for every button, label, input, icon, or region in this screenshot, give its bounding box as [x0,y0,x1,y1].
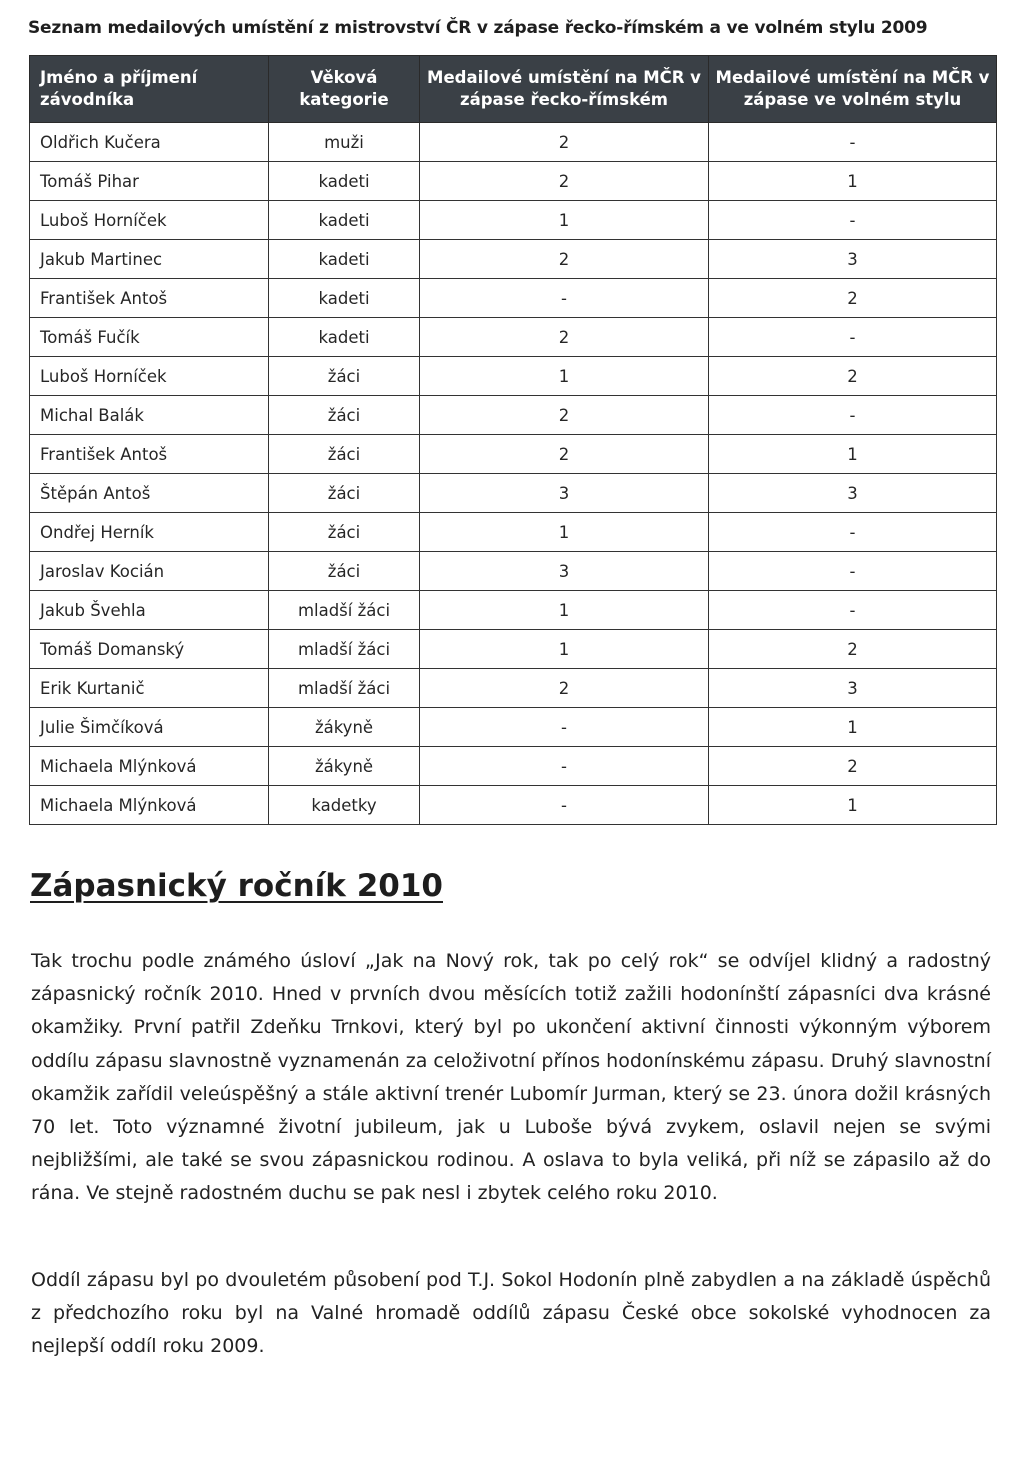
table-row [30,786,997,825]
cell-name: Tomáš Domanský [30,630,269,669]
cell-greco-roman: 1 [420,201,709,240]
cell-freestyle: 3 [709,240,997,279]
cell-greco-roman: 3 [420,474,709,513]
table-body [30,123,997,825]
header-category: Věková kategorie [269,56,420,123]
cell-freestyle: - [709,591,997,630]
table-row [30,396,997,435]
cell-name: Jakub Martinec [30,240,269,279]
cell-name: Tomáš Fučík [30,318,269,357]
table-row [30,123,997,162]
cell-category: kadeti [269,201,420,240]
cell-greco-roman: 2 [420,162,709,201]
cell-freestyle: 3 [709,669,997,708]
cell-name: Luboš Horníček [30,357,269,396]
cell-name: Oldřich Kučera [30,123,269,162]
cell-freestyle: - [709,318,997,357]
medal-table [29,55,997,825]
table-row [30,669,997,708]
cell-category: žáci [269,396,420,435]
cell-category: mladší žáci [269,630,420,669]
cell-category: žáci [269,435,420,474]
cell-category: žáci [269,552,420,591]
table-row [30,201,997,240]
cell-category: žákyně [269,747,420,786]
table-row [30,591,997,630]
table-row [30,513,997,552]
cell-greco-roman: 1 [420,591,709,630]
cell-category: mladší žáci [269,591,420,630]
table-row [30,552,997,591]
cell-greco-roman: 3 [420,552,709,591]
cell-category: žáci [269,357,420,396]
table-row [30,318,997,357]
cell-name: Ondřej Herník [30,513,269,552]
cell-greco-roman: 2 [420,123,709,162]
table-row [30,474,997,513]
cell-freestyle: 1 [709,162,997,201]
cell-freestyle: 1 [709,708,997,747]
cell-name: Štěpán Antoš [30,474,269,513]
table-row [30,708,997,747]
paragraph: Oddíl zápasu byl po dvouletém působení pod T.J. Sokol Hodonín plně zabydlen a na základě úspěchů z předchozího roku byl na Valné hromadě oddílů zápasu České obce sokolské vyhodnocen za nejlepší oddíl roku 2009. [31,1269,991,1358]
cell-greco-roman: - [420,747,709,786]
cell-name: Erik Kurtanič [30,669,269,708]
cell-greco-roman: - [420,279,709,318]
cell-name: Michal Balák [30,396,269,435]
cell-category: kadeti [269,318,420,357]
table-row [30,435,997,474]
cell-freestyle: - [709,201,997,240]
cell-category: žáci [269,474,420,513]
cell-category: mladší žáci [269,669,420,708]
section-heading: Zápasnický ročník 2010 [30,868,443,904]
header-freestyle: Medailové umístění na MČR v zápase ve volném stylu [709,56,997,123]
cell-freestyle: 2 [709,630,997,669]
cell-greco-roman: 1 [420,630,709,669]
cell-freestyle: - [709,513,997,552]
table-row [30,630,997,669]
table-row [30,747,997,786]
cell-greco-roman: 2 [420,396,709,435]
cell-greco-roman: - [420,708,709,747]
cell-category: kadeti [269,162,420,201]
cell-greco-roman: 1 [420,357,709,396]
cell-name: František Antoš [30,279,269,318]
table-row [30,279,997,318]
cell-name: Julie Šimčíková [30,708,269,747]
header-row [30,56,997,123]
cell-freestyle: 2 [709,357,997,396]
cell-greco-roman: 2 [420,669,709,708]
table-row [30,240,997,279]
cell-name: Tomáš Pihar [30,162,269,201]
header-greco-roman: Medailové umístění na MČR v zápase řecko-římském [420,56,709,123]
cell-greco-roman: 2 [420,240,709,279]
cell-freestyle: 1 [709,435,997,474]
cell-name: Jaroslav Kocián [30,552,269,591]
cell-freestyle: 3 [709,474,997,513]
cell-name: Michaela Mlýnková [30,786,269,825]
cell-name: František Antoš [30,435,269,474]
table-header [30,56,997,123]
header-name: Jméno a příjmení závodníka [30,56,269,123]
cell-category: kadeti [269,240,420,279]
table-caption: Seznam medailových umístění z mistrovství ČR v zápase řecko-římském a ve volném stylu 2009 [28,18,928,38]
cell-category: žákyně [269,708,420,747]
cell-category: muži [269,123,420,162]
cell-category: žáci [269,513,420,552]
cell-name: Luboš Horníček [30,201,269,240]
cell-freestyle: - [709,396,997,435]
cell-category: kadetky [269,786,420,825]
cell-greco-roman: 2 [420,435,709,474]
cell-freestyle: 1 [709,786,997,825]
cell-freestyle: - [709,552,997,591]
cell-freestyle: 2 [709,747,997,786]
cell-greco-roman: - [420,786,709,825]
cell-freestyle: - [709,123,997,162]
cell-greco-roman: 2 [420,318,709,357]
cell-name: Jakub Švehla [30,591,269,630]
cell-freestyle: 2 [709,279,997,318]
table-row [30,162,997,201]
table-row [30,357,997,396]
cell-greco-roman: 1 [420,513,709,552]
cell-category: kadeti [269,279,420,318]
paragraph: Tak trochu podle známého úsloví „Jak na Nový rok, tak po celý rok“ se odvíjel klidný a radostný zápasnický ročník 2010. Hned v prvních dvou měsících totiž zažili hodonínští zápasníci dva krásné okamžiky. První patřil Zdeňku Trnkovi, který byl po ukončení aktivní činnosti výkonným výborem oddílu zápasu slavnostně vyznamenán za celoživotní přínos hodonínskému zápasu. Druhý slavnostní okamžik zařídil veleúspěšný a stále aktivní trenér Lubomír Jurman, který se 23. února dožil krásných 70 let. Toto významné životní jubileum, jak u Luboše bývá zvykem, oslavil nejen se svými nejbližšími, ale také se svou zápasnickou rodinou. A oslava to byla veliká, při níž se zápasilo až do rána. Ve stejně radostném duchu se pak nesl i zbytek celého roku 2010. [31,950,991,1205]
cell-name: Michaela Mlýnková [30,747,269,786]
